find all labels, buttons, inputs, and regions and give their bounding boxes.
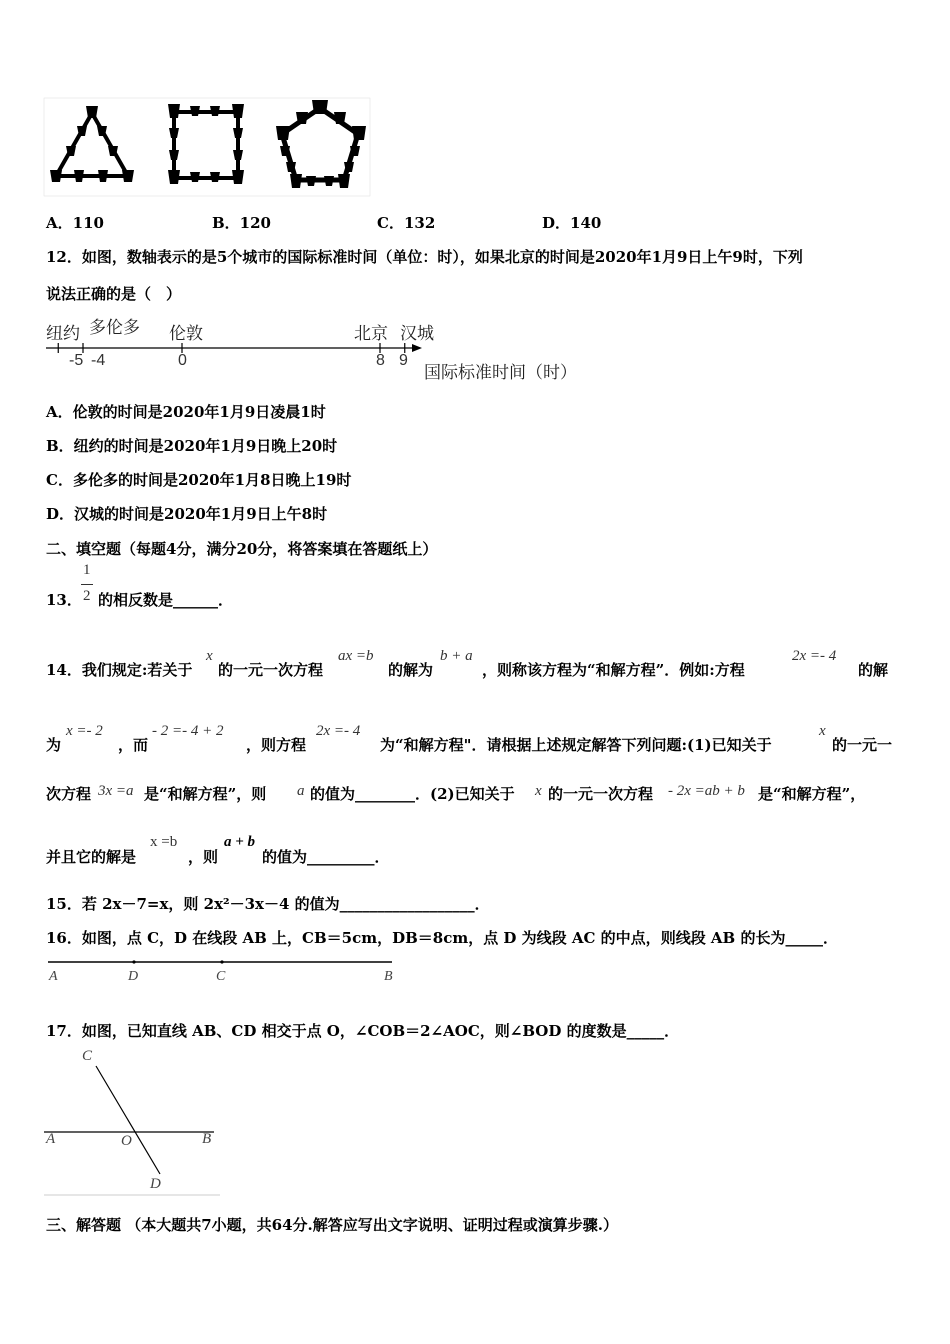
q14-l2-b: ，而 (118, 736, 149, 754)
q15-text: 15．若 2x－7=x，则 2x²－3x－4 的值为__________________． (46, 895, 490, 913)
q14-l1-e: 的解 (858, 661, 889, 679)
point-c-dot (220, 960, 223, 963)
q12-number-line (44, 310, 604, 384)
q13-frac-num: 1 (83, 562, 91, 578)
q14-l1-c: 的解为 (388, 661, 434, 679)
line-cd (96, 1066, 160, 1174)
q14-l3-c: 的值为________．(2)已知关于 (310, 785, 515, 803)
q14-l3-eq1: 3x =a (98, 783, 134, 799)
q14-line1 (46, 648, 906, 678)
q16-figure (44, 957, 404, 991)
city-label-beijing: 北京 (354, 324, 388, 343)
q14-l2-eq2: - 2 =- 4 + 2 (152, 723, 224, 739)
q14-l1-eq3: 2x =- 4 (792, 648, 837, 664)
q14-l1-a: 14．我们规定:若关于 (46, 661, 193, 679)
point-d-dot (132, 960, 135, 963)
q14-l4-b: ，则 (188, 848, 219, 866)
q13-number: 13． (46, 591, 82, 609)
q13-frac-den: 2 (83, 588, 91, 604)
q14-l3-a: 次方程 (46, 785, 92, 803)
q13-frac-bar (81, 584, 93, 585)
q12-option-b: B．纽约的时间是2020年1月9日晚上20时 (46, 437, 338, 455)
q14-l1-eq2: b + a (440, 648, 473, 664)
tick-label-8: 8 (376, 352, 385, 369)
q17-label-a: A (46, 1131, 56, 1147)
q14-line4 (46, 834, 906, 866)
q16-label-b: B (384, 969, 393, 984)
q12-stem-line1: 12．如图，数轴表示的是5个城市的国际标准时间（单位：时），如果北京的时间是2020年1月9日上午9时，下列 (46, 248, 803, 266)
q14-line3 (46, 781, 906, 807)
q14-l4-a: 并且它的解是 (46, 848, 137, 866)
q12-option-a: A．伦敦的时间是2020年1月9日凌晨1时 (46, 403, 326, 421)
q14-l1-b: 的一元一次方程 (218, 661, 324, 679)
q14-l2-d: 为“和解方程"．请根据上述规定解答下列问题:(1)已知关于 (380, 736, 772, 754)
tick-label-neg4: -4 (91, 352, 106, 369)
q14-l3-b: 是“和解方程”，则 (144, 785, 267, 803)
q14-l2-x: x (819, 723, 826, 739)
q11-option-a: A．110 (46, 214, 104, 232)
q17-lines-svg (44, 1046, 220, 1198)
tick-label-9: 9 (399, 352, 408, 369)
tick-label-neg5: -5 (69, 352, 84, 369)
q14-l2-eq3: 2x =- 4 (316, 723, 361, 739)
q17-figure (44, 1046, 220, 1198)
q16-label-c: C (216, 969, 226, 984)
q11-option-d: D．140 (542, 214, 602, 232)
q14-l3-eq2: - 2x =ab + b (668, 783, 745, 799)
q17-text: 17．如图，已知直线 AB、CD 相交于点 O，∠COB＝2∠AOC，则∠BOD 的度数是_____． (46, 1022, 680, 1040)
q14-l2-a: 为 (46, 736, 62, 754)
city-label-newyork: 纽约 (46, 324, 80, 343)
q14-l2-c: ，则方程 (246, 736, 307, 754)
q14-l4-c: 的值为_________． (262, 848, 390, 866)
city-label-toronto: 多伦多 (89, 318, 140, 337)
q14-line2 (46, 723, 906, 753)
q14-l1-d: ，则称该方程为“和解方程”．例如:方程 (482, 661, 745, 679)
q12-stem-line2: 说法正确的是（ ） (46, 285, 182, 303)
q16-label-d: D (128, 969, 139, 984)
section3-title: 三、解答题 （本大题共7小题，共64分.解答应写出文字说明、证明过程或演算步骤.） (46, 1216, 618, 1234)
q17-label-b: B (202, 1131, 212, 1147)
q14-l4-eq1: x =b (150, 834, 178, 850)
q14-l4-eq2: a + b (224, 834, 256, 850)
section2-title: 二、填空题（每题4分，满分20分，将答案填在答题纸上） (46, 540, 438, 558)
q14-l2-e: 的一元一 (832, 736, 893, 754)
q14-l3-x: x (535, 783, 542, 799)
q12-option-c: C．多伦多的时间是2020年1月8日晚上19时 (46, 471, 352, 489)
q14-l1-x: x (206, 648, 213, 664)
q17-label-o: O (121, 1133, 132, 1149)
q13-fraction (80, 562, 94, 608)
q14-l3-e: 是“和解方程”， (758, 785, 866, 803)
city-label-seoul: 汉城 (400, 324, 434, 343)
axis-label: 国际标准时间（时） (424, 363, 577, 382)
q14-l2-eq1: x =- 2 (66, 723, 103, 739)
q11-figure (44, 98, 370, 196)
q14-l3-d: 的一元一次方程 (548, 785, 654, 803)
q17-label-d: D (150, 1176, 161, 1192)
q13-text: 的相反数是______． (98, 591, 234, 609)
q11-pattern-shapes (44, 98, 370, 196)
q12-option-d: D．汉城的时间是2020年1月9日上午8时 (46, 505, 328, 523)
q11-option-c: C．132 (377, 214, 436, 232)
q16-text: 16．如图，点 C，D 在线段 AB 上，CB＝5cm，DB＝8cm，点 D 为线段 AC 的中点，则线段 AB 的长为_____． (46, 929, 838, 947)
q11-option-b: B．120 (212, 214, 271, 232)
tick-label-0: 0 (178, 352, 187, 369)
q16-label-a: A (49, 969, 58, 984)
q17-label-c: C (82, 1048, 93, 1064)
q14-l1-eq1: ax =b (338, 648, 374, 664)
city-label-london: 伦敦 (169, 324, 203, 343)
axis-arrow (412, 344, 422, 352)
q14-l3-a-var: a (297, 783, 305, 799)
